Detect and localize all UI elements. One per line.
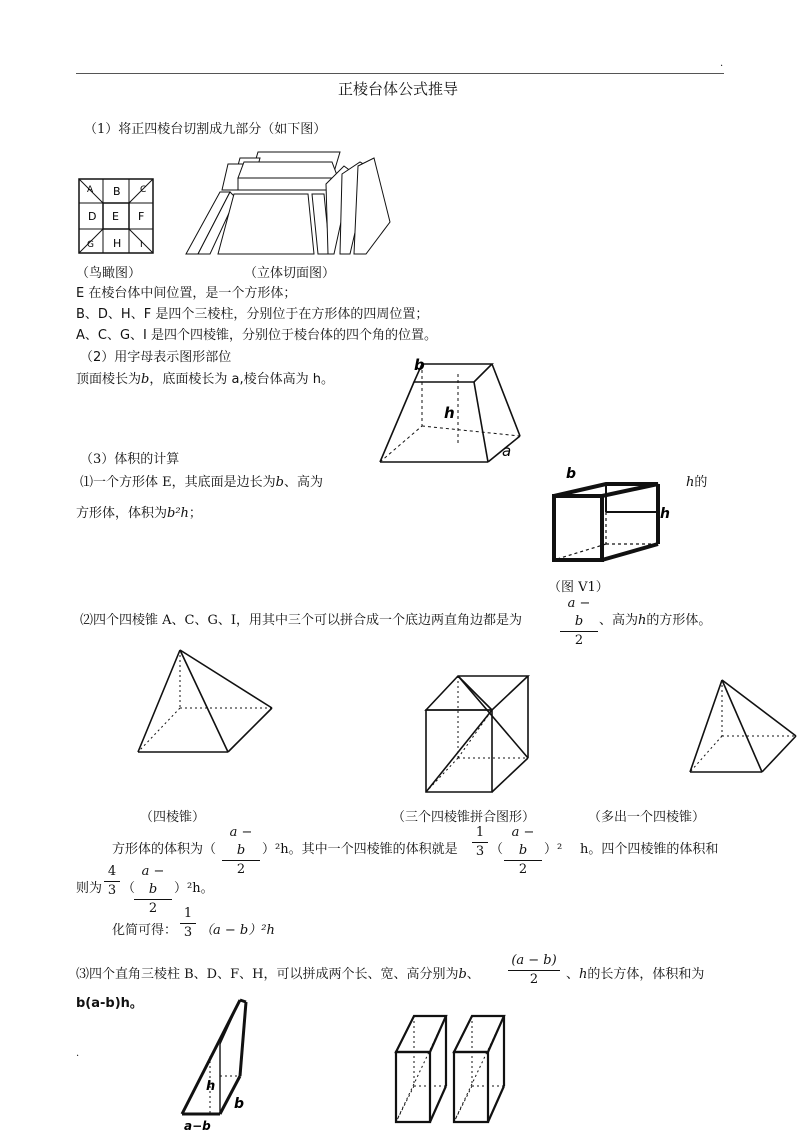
line-bdhf: B、D、H、F 是四个三棱柱，分别位于在方形体的四周位置； xyxy=(76,307,429,322)
section3-heading: （3）体积的计算 xyxy=(80,452,180,467)
grid-label-h: H xyxy=(113,237,122,250)
p3-sep: 、 xyxy=(466,967,480,982)
p3-var-h: h xyxy=(579,967,588,982)
vol-frac-2 xyxy=(504,824,542,879)
p2-line-end xyxy=(599,609,711,628)
vol-frac-1 xyxy=(222,824,260,879)
birdseye-figure xyxy=(78,178,154,254)
vol-frac-2-num: a − b xyxy=(504,824,542,861)
prism-figure xyxy=(180,996,260,1132)
vol-line-h: h。四个四棱锥的体积和 xyxy=(580,842,719,857)
grid-label-f: F xyxy=(138,210,145,223)
var-b: b xyxy=(141,372,150,387)
vol-line2-prefix: 则为 xyxy=(76,881,103,896)
p1-var-h: h xyxy=(686,475,695,490)
p3-var-b: b xyxy=(458,967,467,982)
vol-paren-close: ）² xyxy=(544,842,563,857)
p2-prefix: ⑵四个四棱锥 A、C、G、I，用其中三个可以拼合成一个底边两直角边都是为 xyxy=(80,613,522,628)
grid-label-d: D xyxy=(88,210,97,223)
p2-end: 的方形体。 xyxy=(646,613,712,628)
vol-line2-close: ）²h。 xyxy=(174,881,214,896)
p3-line-end xyxy=(566,963,704,982)
p2-line xyxy=(80,609,522,628)
prism-label-b: b xyxy=(234,1096,245,1112)
simplify-frac-num: 1 xyxy=(180,905,196,924)
p2-var-h: h xyxy=(638,613,647,628)
p3-frac-num: (a − b) xyxy=(508,952,560,971)
vol-frac-2-den: 2 xyxy=(518,862,528,877)
section1-heading: （1）将正四棱台切割成九部分（如下图） xyxy=(84,122,327,137)
grid-label-a: A xyxy=(87,185,94,195)
p1-prefix: ⑴一个方形体 E，其底面是边长为 xyxy=(80,475,276,490)
vol-frac-three-den: 3 xyxy=(475,844,485,859)
p1-line2-text: 方形体，体积为 xyxy=(76,506,168,521)
vol-frac-1-den: 2 xyxy=(236,862,246,877)
caption-pyramid: （四棱锥） xyxy=(140,810,206,825)
p3-suffix: 、 xyxy=(566,967,580,982)
vol-frac-3 xyxy=(134,863,172,918)
page-title: 正棱台体公式推导 xyxy=(338,80,459,98)
header-rule xyxy=(76,73,724,74)
p1-end: ； xyxy=(188,506,202,521)
combined-pyramids-figure xyxy=(422,672,534,796)
caption-birdseye: （鸟瞰图） xyxy=(76,266,142,281)
grid-label-e: E xyxy=(112,210,119,223)
vol-frac-3-num: a − b xyxy=(134,863,172,900)
p3-fraction xyxy=(508,952,560,989)
p1-tail: 的 xyxy=(694,475,708,490)
prism-label-h: h xyxy=(206,1079,216,1094)
vol-line2-open: （ xyxy=(122,881,136,896)
vol-frac-three2-den: 3 xyxy=(107,883,117,898)
vol-frac-1-num: a − b xyxy=(222,824,260,861)
p1-line2 xyxy=(76,502,202,521)
vol-paren-open: （ xyxy=(490,842,504,857)
vol-frac-four-num: 4 xyxy=(104,863,120,882)
p2-fraction xyxy=(560,595,598,650)
simplify-frac xyxy=(180,905,196,942)
extra-pyramid-figure xyxy=(688,678,800,774)
stray-dot: . xyxy=(76,1048,80,1059)
grid-label-b: B xyxy=(113,185,121,198)
frustum-label-a: a xyxy=(502,442,512,460)
caption-extra: （多出一个四棱锥） xyxy=(588,810,706,825)
grid-label-i: I xyxy=(140,240,143,250)
cuboid-v1-figure xyxy=(548,466,668,566)
p1-mid: 、高为 xyxy=(283,475,323,490)
caption-combined: （三个四棱锥拼合图形） xyxy=(392,810,536,825)
section2-heading: （2）用字母表示图形部位 xyxy=(80,350,232,365)
p1-volume: b²h xyxy=(167,506,189,521)
cuboid-label-h: h xyxy=(660,506,670,522)
p2-suffix: 、高为 xyxy=(599,613,639,628)
vol-frac-one-num: 1 xyxy=(472,824,488,843)
p1-var-b: b xyxy=(275,475,284,490)
section2-prefix: 顶面棱长为 xyxy=(76,372,142,387)
simplify-frac-den: 3 xyxy=(183,925,193,940)
p2-frac-num: a − b xyxy=(560,595,598,632)
p3-result: b(a-b)h。 xyxy=(76,996,143,1011)
p3-prefix: ⑶四个直角三棱柱 B、D、F、H，可以拼成两个长、宽、高分别为 xyxy=(76,967,459,982)
cuboid-label-b: b xyxy=(566,466,577,482)
section-figure xyxy=(184,150,394,258)
vol-frac-four-thirds xyxy=(104,863,120,900)
p1-line1-tail xyxy=(686,471,707,490)
grid-label-c: C xyxy=(140,185,147,195)
frustum-label-h: h xyxy=(444,404,455,422)
p3-line xyxy=(76,963,480,982)
section2-mid: ，底面棱长为 a,棱台体高为 h。 xyxy=(149,372,334,387)
vol-frac-one-third xyxy=(472,824,488,861)
p3-end: 的长方体，体积和为 xyxy=(587,967,705,982)
simplify-expr: （a − b）²h xyxy=(200,923,275,938)
vol-line-prefix: 方形体的体积为（ xyxy=(112,842,217,857)
vol-frac-3-den: 2 xyxy=(148,901,158,916)
section2-line xyxy=(76,368,334,387)
pyramid-figure xyxy=(136,648,276,756)
p1-line1 xyxy=(80,471,323,490)
header-mark: . xyxy=(720,58,724,69)
prism-label-ab: a−b xyxy=(184,1119,211,1132)
p3-frac-den: 2 xyxy=(529,972,539,987)
grid-label-g: G xyxy=(87,240,94,250)
vol-line-mid: ）²h。其中一个四棱锥的体积就是 xyxy=(262,842,458,857)
simplify-prefix: 化简可得： xyxy=(112,923,178,938)
caption-section: （立体切面图） xyxy=(244,266,336,281)
line-e: E 在棱台体中间位置，是一个方形体； xyxy=(76,286,297,301)
caption-v1: （图 V1） xyxy=(548,580,609,595)
line-acgi: A、C、G、I 是四个四棱锥，分别位于棱台体的四个角的位置。 xyxy=(76,328,438,343)
two-cuboids-figure xyxy=(392,1012,520,1124)
frustum-figure xyxy=(378,356,528,464)
p2-frac-den: 2 xyxy=(574,633,584,648)
frustum-label-b: b xyxy=(414,356,425,374)
